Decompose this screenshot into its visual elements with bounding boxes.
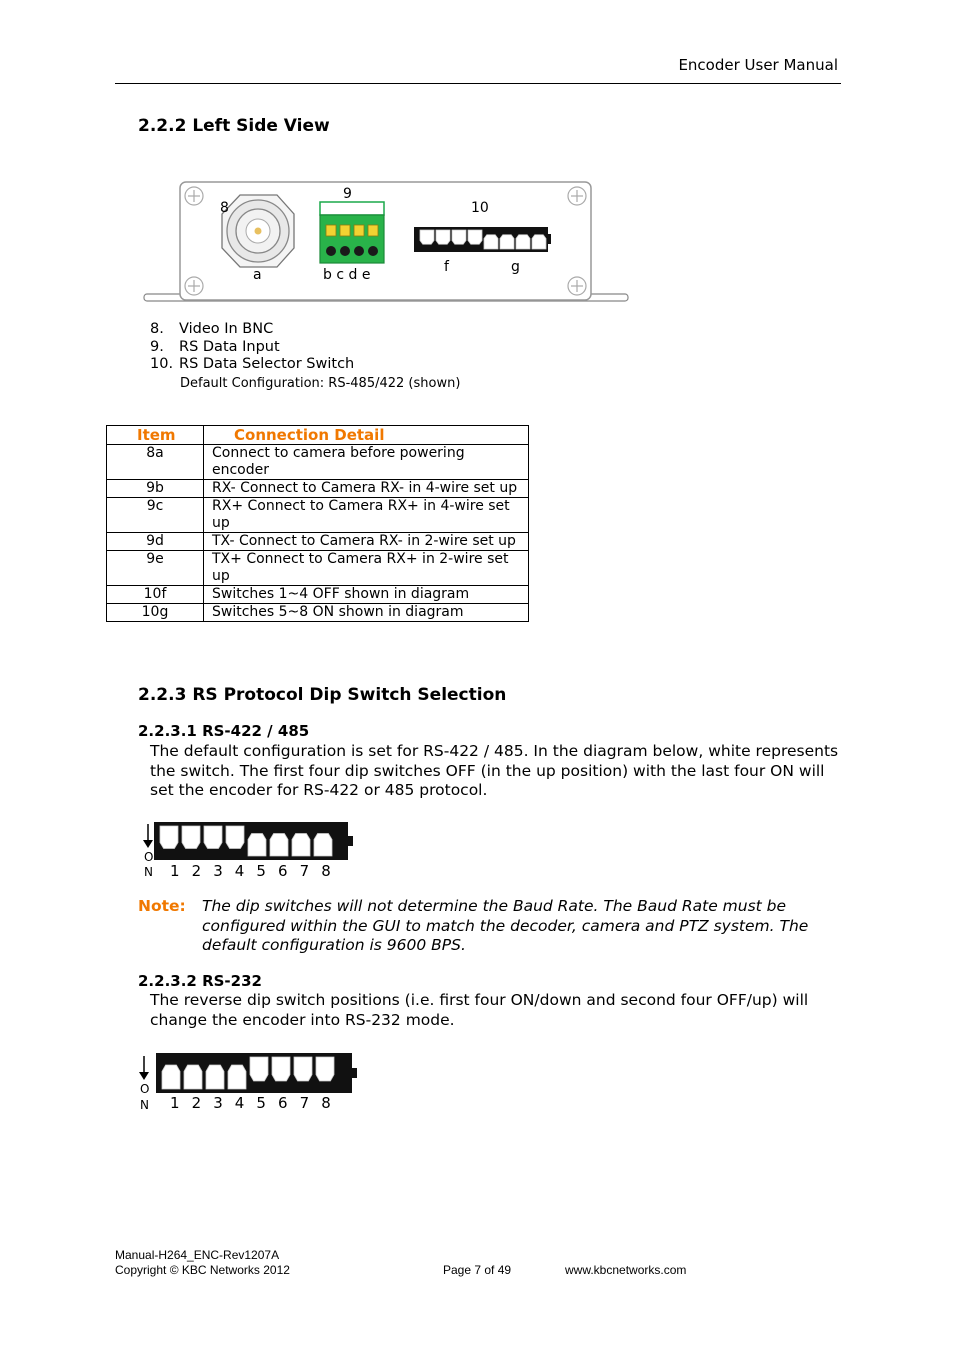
footer-page-number: Page 7 of 49 <box>443 1263 512 1277</box>
dip-switch-toggle <box>228 1065 246 1089</box>
dip-switch-toggle <box>452 230 466 244</box>
dip-switch-number: 5 <box>256 862 266 880</box>
dip-switch-toggle <box>204 826 222 849</box>
footer-manual-id: Manual-H264_ENC-Rev1207A <box>115 1248 280 1262</box>
on-label-n: N <box>144 865 153 879</box>
dip-switch-number: 1 <box>170 1094 180 1112</box>
dip-switch-toggle <box>248 834 266 857</box>
dip-switch-toggle <box>316 1057 334 1081</box>
dip-switch-toggle <box>226 826 244 849</box>
screw-icon <box>568 277 586 295</box>
dip-switch-number: 4 <box>234 862 245 880</box>
table-header-detail: Connection Detail <box>204 426 529 445</box>
connection-table <box>106 425 529 622</box>
dip-switch-toggle <box>182 826 200 849</box>
dip-switch-toggle <box>206 1065 224 1089</box>
left-side-view-diagram <box>140 178 632 306</box>
dip-switch-number: 7 <box>299 1094 310 1112</box>
table-row: 10g Switches 5~8 ON shown in diagram <box>107 604 529 622</box>
footer-website: www.kbcnetworks.com <box>565 1263 687 1277</box>
table-row: 9e TX+ Connect to Camera RX+ in 2-wire set up <box>107 551 529 586</box>
dip-switch-number: 3 <box>213 1094 223 1112</box>
table-row: 9b RX- Connect to Camera RX- in 4-wire set up <box>107 480 529 498</box>
dip-switch-toggle <box>436 230 450 244</box>
diagram-label-10: 10 <box>471 200 489 216</box>
section-heading-left-side-view: 2.2.2 Left Side View <box>138 116 330 136</box>
dip-switch-number: 8 <box>321 862 331 880</box>
diagram-label-9: 9 <box>343 186 352 202</box>
footer-copyright: Copyright © KBC Networks 2012 <box>115 1263 290 1277</box>
dip-switch-toggle <box>294 1057 312 1081</box>
dip-switch-number: 1 <box>170 862 180 880</box>
dip-switch-toggle <box>314 834 332 857</box>
on-label-o: O <box>144 850 154 864</box>
dip-switch-toggle <box>272 1057 290 1081</box>
dip-switch-toggle <box>250 1057 268 1081</box>
connector-list <box>150 321 460 392</box>
list-item: 8. Video In BNC <box>150 321 274 337</box>
table-row: 10f Switches 1~4 OFF shown in diagram <box>107 586 529 604</box>
note-label: Note: <box>138 897 186 915</box>
dip-switch-number: 4 <box>234 1094 245 1112</box>
section-heading-dip-switch: 2.2.3 RS Protocol Dip Switch Selection <box>138 685 507 705</box>
dip-switch-number: 8 <box>321 1094 331 1112</box>
dip-switch-number: 6 <box>278 862 288 880</box>
dip-switch-toggle <box>162 1065 180 1089</box>
screw-icon <box>185 187 203 205</box>
bnc-connector-icon <box>222 195 294 267</box>
table-row: 9d TX- Connect to Camera RX- in 2-wire set up <box>107 533 529 551</box>
table-header-row <box>107 426 529 445</box>
down-arrow-icon <box>143 824 153 848</box>
dip-switch-toggle <box>500 235 514 249</box>
on-label-n: N <box>140 1098 149 1112</box>
dip-switch-toggle <box>532 235 546 249</box>
diagram-label-a: a <box>253 267 262 283</box>
dip-switch-number: 2 <box>191 862 202 880</box>
dip-switch-toggle <box>420 230 434 244</box>
dip-switch-number: 6 <box>278 1094 288 1112</box>
dip-switch-number: 5 <box>256 1094 266 1112</box>
table-row: 8a Connect to camera before powering encoder <box>107 445 529 480</box>
down-arrow-icon <box>139 1056 149 1080</box>
rs422-485-paragraph: The default configuration is set for RS-422 / 485. In the diagram below, white represents the switch. The first four dip switches OFF (in the up position) with the last four ON will set the encoder for RS-422 or 485 protocol. <box>150 742 839 799</box>
subsection-heading-rs422-485: 2.2.3.1 RS-422 / 485 <box>138 722 310 740</box>
diagram-label-8: 8 <box>220 200 229 216</box>
dip-switch-number: 2 <box>191 1094 202 1112</box>
screw-icon <box>568 187 586 205</box>
dip-switch-toggle <box>468 230 482 244</box>
table-row: 9c RX+ Connect to Camera RX+ in 4-wire set up <box>107 498 529 533</box>
header-title: Encoder User Manual <box>678 56 838 74</box>
diagram-label-g: g <box>511 259 520 275</box>
rs-data-input-terminal-icon <box>320 202 384 263</box>
screw-icon <box>185 277 203 295</box>
list-note: Default Configuration: RS-485/422 (shown) <box>180 375 461 391</box>
on-label-o: O <box>140 1082 150 1096</box>
diagram-label-bcde: b c d e <box>323 267 371 283</box>
diagram-label-f: f <box>444 259 449 275</box>
list-item: 9. RS Data Input <box>150 338 280 355</box>
dip-switch-rs232-diagram <box>138 1050 362 1114</box>
dip-switch-toggle <box>516 235 530 249</box>
dip-switch-toggle <box>292 834 310 857</box>
rs232-paragraph: The reverse dip switch positions (i.e. first four ON/down and second four OFF/up) will change the encoder into RS-232 mode. <box>150 991 809 1029</box>
dip-switch-number: 3 <box>213 862 223 880</box>
dip-switch-rs422-diagram <box>138 818 358 882</box>
dip-switch-toggle <box>270 834 288 857</box>
dip-switch-toggle <box>184 1065 202 1089</box>
note-text: The dip switches will not determine the Baud Rate. The Baud Rate must be configured within the GUI to match the decoder, camera and PTZ system. The default configuration is 9600 BPS. <box>202 897 809 954</box>
dip-switch-toggle <box>160 826 178 849</box>
header-rule <box>115 83 841 84</box>
dip-switch-number: 7 <box>299 862 310 880</box>
table-header-item: Item <box>107 426 204 445</box>
rs-data-selector-switch-icon <box>414 227 551 252</box>
dip-switch-toggle <box>484 235 498 249</box>
subsection-heading-rs232: 2.2.3.2 RS-232 <box>138 972 262 990</box>
list-item: 10. RS Data Selector Switch <box>150 356 355 372</box>
